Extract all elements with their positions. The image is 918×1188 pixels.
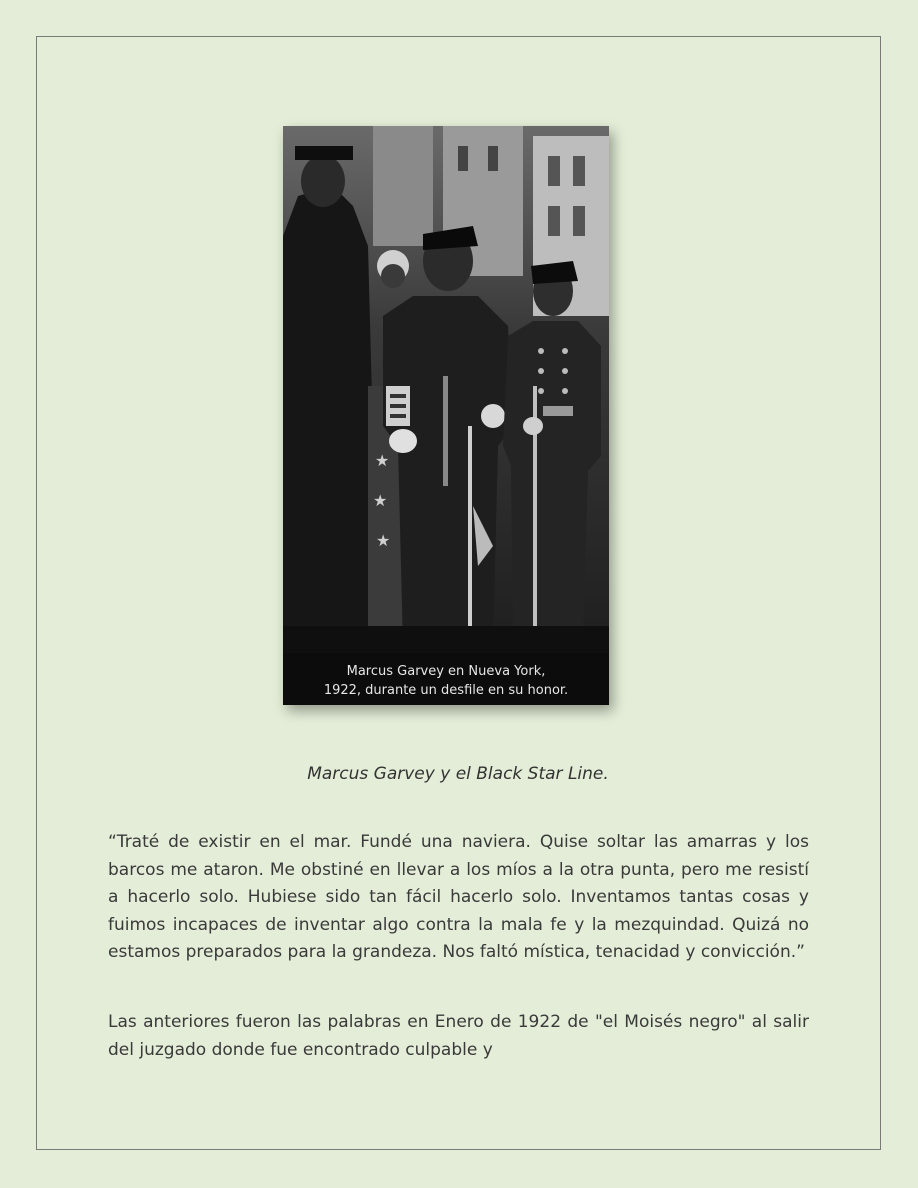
figure-caption: Marcus Garvey y el Black Star Line. — [307, 764, 609, 784]
svg-text:★: ★ — [373, 491, 388, 510]
body-paragraph: Las anteriores fueron las palabras en Enero de 1922 de "el Moisés negro" al salir del juzgado donde fue encontrado culpable y — [108, 1012, 809, 1060]
svg-text:★: ★ — [376, 531, 391, 550]
photo-caption-line-2: 1922, durante un desfile en su honor. — [323, 683, 569, 698]
historical-photo — [283, 126, 609, 705]
photo-illustration — [283, 126, 609, 705]
photo-caption-line-1: Marcus Garvey en Nueva York, — [346, 664, 546, 679]
quote-paragraph: “Traté de existir en el mar. Fundé una naviera. Quise soltar las amarras y los barcos me ataron. Me obstiné en llevar a los míos a la otra punta, pero me resistí a hacerlo solo. Hubiese sido tan fácil hacerlo solo. Inventamos tantas cosas y fuimos incapaces de inventar algo contra la mala fe y la mezquindad. Quizá no estamos preparados para la grandeza. Nos faltó mística, tenacidad y convicción.” — [108, 832, 809, 962]
svg-text:★: ★ — [375, 451, 390, 470]
